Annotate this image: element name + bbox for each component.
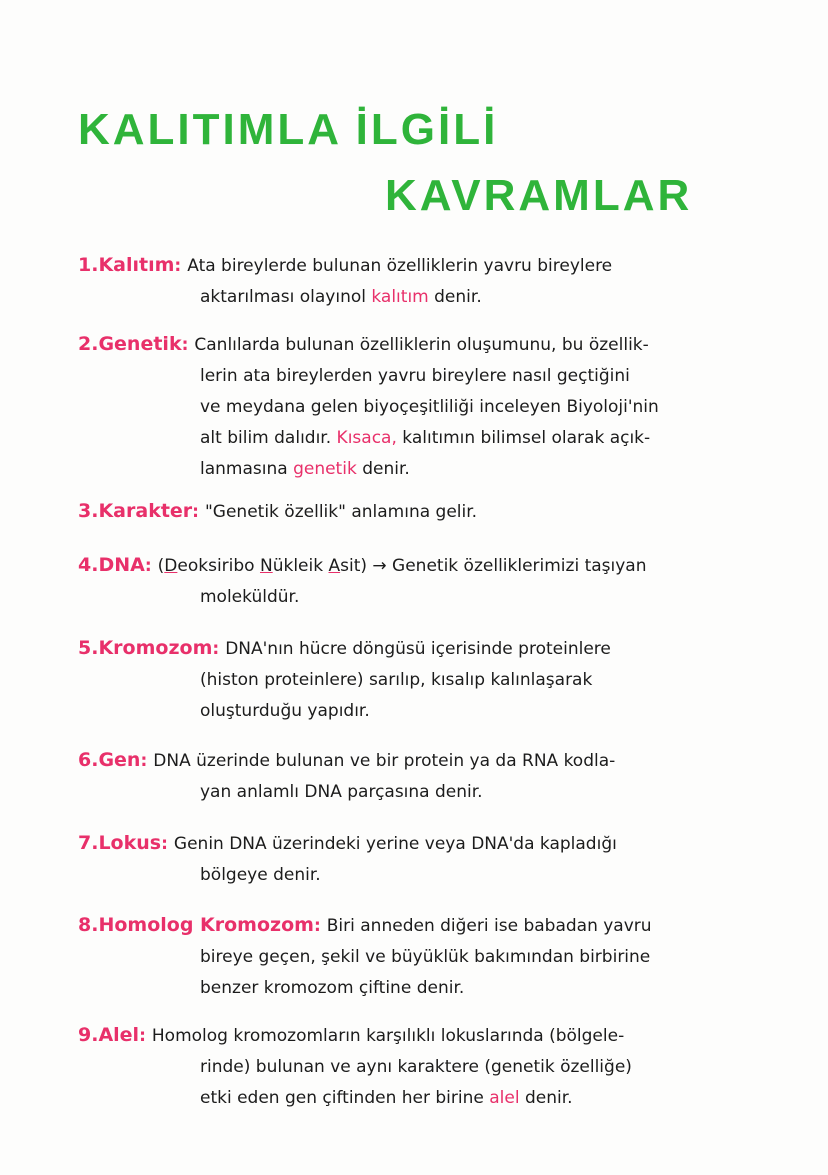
entry-number: 9. [78,1024,99,1046]
entry-colon: : [174,256,182,276]
entry-number: 2. [78,333,99,355]
definition-text: (histon proteinlere) sarılıp, kısalıp kalınlaşarak [200,670,593,690]
entry-term: Gen [98,749,141,771]
entry-number: 1. [78,254,99,276]
definition-text: Genin DNA üzerindeki yerine veya DNA'da kapladığı [173,834,617,854]
entry-number: 7. [78,832,99,854]
definition-text: benzer kromozom çiftine denir. [200,978,465,998]
entry-term: Karakter [98,500,193,522]
definition-text: moleküldür. [200,587,300,607]
highlighted-term: genetik [293,459,357,479]
definition-text: "Genetik özellik" anlamına gelir. [204,502,478,522]
definition-text: lanmasına [200,459,294,479]
dna-text: sit) → Genetik özelliklerimizi taşıyan [340,556,647,576]
dna-text: ükleik [272,556,329,576]
entry-colon: : [139,1026,146,1046]
definition-text: DNA'nın hücre döngüsü içerisinde proteinlere [225,639,611,659]
dna-acronym-letter: A [328,556,341,576]
entry-colon: : [140,751,148,771]
entry-term: Kromozom [98,637,213,659]
definition-text: Ata bireylerde bulunan özelliklerin yavru bireylere [187,256,613,276]
definition-text: aktarılması olayınol [200,287,372,307]
definition-text: denir. [519,1088,573,1108]
page-title-line2: KAVRAMLAR [385,171,693,220]
entry-number: 5. [78,637,99,659]
highlighted-term: kalıtım [371,287,429,307]
entry-term: DNA [98,554,145,576]
definition-text: yan anlamlı DNA parçasına denir. [200,782,483,802]
definition-homolog-kromozom [78,910,790,1004]
definition-text: Canlılarda bulunan özelliklerin oluşumunu, bu özellik- [194,335,649,355]
definition-karakter [78,496,790,528]
entry-colon: : [192,502,199,522]
definition-text: denir. [428,287,482,307]
highlighted-term: alel [489,1088,520,1108]
definition-text: DNA üzerinde bulunan ve bir protein ya da RNA kodla- [153,751,616,771]
definition-lokus [78,828,790,891]
definition-text: kalıtımın bilimsel olarak açık- [396,428,651,448]
entry-colon: : [313,916,321,936]
definition-genetik [78,329,790,485]
dna-text: ( [157,556,165,576]
definition-kalitim [78,250,790,313]
definition-gen [78,745,790,808]
entry-colon: : [161,834,168,854]
definition-text: etki eden gen çiftinden her birine [200,1088,490,1108]
definition-text: bölgeye denir. [200,865,321,885]
definition-text: alt bilim dalıdır. [200,428,337,448]
definition-text: ve meydana gelen biyoçeşitliliği inceleyen Biyoloji'nin [200,397,659,417]
dna-text: eoksiribo [177,556,260,576]
entry-number: 3. [78,500,99,522]
entry-colon: : [212,639,220,659]
definition-alel [78,1020,790,1114]
dna-acronym-letter: D [164,556,178,576]
entry-term: Lokus [98,832,162,854]
entry-term: Homolog Kromozom [98,914,314,936]
entry-number: 4. [78,554,99,576]
page-title-line1: KALITIMLA İLGİLİ [78,105,499,154]
entry-number: 8. [78,914,99,936]
definition-text: Homolog kromozomların karşılıklı lokuslarında (bölgele- [151,1026,625,1046]
entry-term: Genetik [98,333,182,355]
definition-kromozom [78,633,790,727]
entry-colon: : [181,335,189,355]
definition-text: lerin ata bireylerden yavru bireylere nasıl geçtiğini [200,366,630,386]
definition-text: rinde) bulunan ve aynı karaktere (genetik özelliğe) [200,1057,632,1077]
entry-term: Alel [98,1024,140,1046]
highlighted-term: Kısaca, [336,428,397,448]
definition-text: bireye geçen, şekil ve büyüklük bakımından birbirine [200,947,651,967]
dna-acronym-letter: N [259,556,273,576]
entry-colon: : [144,556,152,576]
entry-term: Kalıtım [98,254,175,276]
definition-text: Biri anneden diğeri ise babadan yavru [326,916,652,936]
entry-number: 6. [78,749,99,771]
definition-dna [78,550,790,613]
definition-text: denir. [356,459,410,479]
definition-text: oluşturduğu yapıdır. [200,701,370,721]
